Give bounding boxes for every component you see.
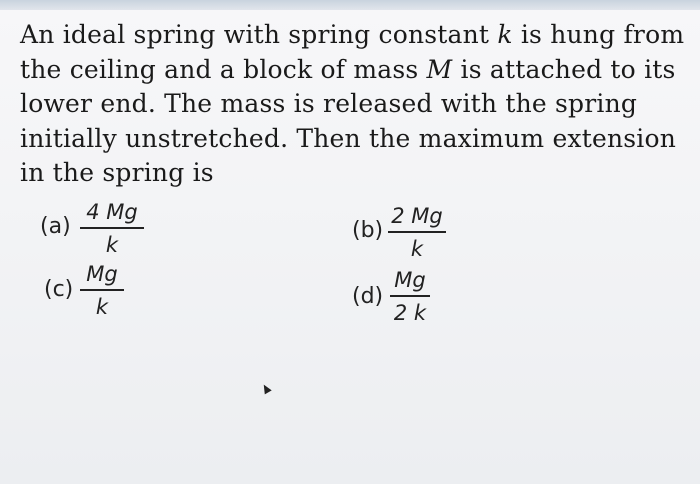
option-c-denominator: k [95,295,109,319]
question-line-1 [20,18,684,51]
question-text-segment: is hung from [512,20,685,49]
question-page [0,10,700,484]
spring-constant-symbol: k [497,20,513,49]
option-d-denominator: 2 k [393,301,427,325]
option-d-fraction [390,268,430,325]
fraction-bar [390,295,430,297]
option-d-label: (d) [352,284,384,309]
option-b-label: (b) [352,218,384,243]
option-a-label: (a) [40,214,71,239]
fraction-bar [80,289,124,291]
question-text-segment: the ceiling and a block of mass [20,55,427,84]
option-b-denominator: k [410,237,424,261]
question-text-segment: is attached to its [452,55,676,84]
question-line-5: in the spring is [20,158,214,187]
option-b-fraction [388,204,446,261]
option-c-label: (c) [44,277,74,302]
question-line-4: initially unstretched. Then the maximum extension [20,124,677,153]
mouse-pointer-icon [260,383,271,395]
option-a-numerator: 4 Mg [86,200,138,224]
option-c-numerator: Mg [86,262,118,286]
question-line-3: lower end. The mass is released with the spring [20,89,638,118]
question-line-2 [20,53,676,86]
fraction-bar [388,231,446,233]
option-b-numerator: 2 Mg [391,204,443,228]
option-a-denominator: k [105,233,119,257]
mass-symbol: M [426,55,453,84]
option-d-numerator: Mg [394,268,426,292]
question-text-segment: An ideal spring with spring constant [20,20,498,49]
fraction-bar [80,227,144,229]
option-a-fraction [80,200,144,257]
option-c-fraction [80,262,124,319]
